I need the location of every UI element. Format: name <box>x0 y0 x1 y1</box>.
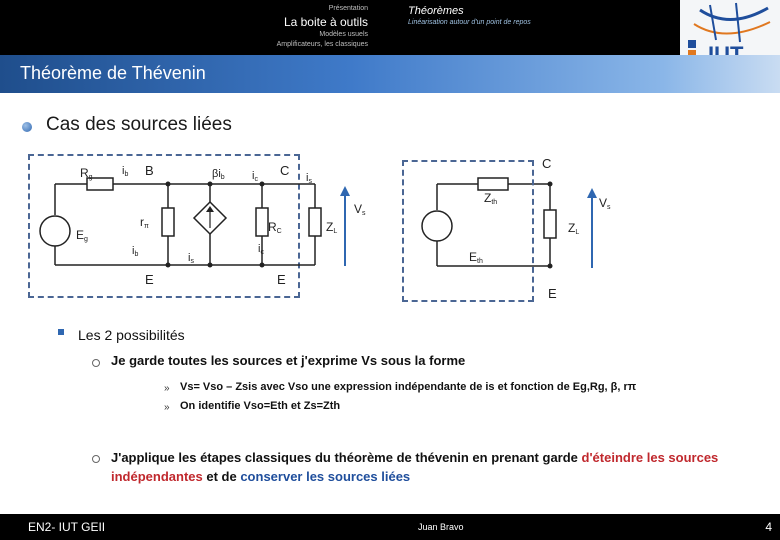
label-is-bot: $i_s$ <box>188 252 194 265</box>
label-vs-left: $V_s$ <box>354 202 366 217</box>
bullet-arrow-icon: » <box>164 383 170 394</box>
text-conserver: conserver les sources liées <box>240 469 411 484</box>
bullet-circle-icon <box>92 455 100 463</box>
line-possibilities: Les 2 possibilités <box>78 327 185 343</box>
label-rc: $R_C$ <box>268 220 282 235</box>
label-e-right: E <box>548 286 557 301</box>
label-rg: $R_g$ <box>80 166 93 181</box>
bullet-square-icon <box>58 329 64 335</box>
text-part1: J'applique les étapes classiques du théorème de thévenin en prenant garde <box>111 450 582 465</box>
label-ib-bot: $i_b$ <box>132 245 139 258</box>
nav-item-modeles[interactable]: Modèles usuels <box>319 31 368 38</box>
nav-item-boite-outils[interactable]: La boite à outils <box>283 15 368 29</box>
label-c-left: C <box>280 163 290 178</box>
slide-subtitle: Cas des sources liées <box>46 114 232 135</box>
line-garde-sources: Je garde toutes les sources et j'exprime Vs sous la forme <box>111 353 466 368</box>
nav-item-theoremes[interactable]: Théorèmes <box>408 5 464 17</box>
label-zth: $Z_{th}$ <box>484 191 498 206</box>
label-rpi: $r_\pi$ <box>140 215 149 230</box>
bullet-arrow-icon: » <box>164 402 170 413</box>
label-ic-top: $i_c$ <box>252 170 258 183</box>
right-circuit-box <box>402 160 534 302</box>
text-part2: et de <box>202 469 241 484</box>
footer-bar <box>0 514 780 540</box>
nav-item-amplificateurs[interactable]: Amplificateurs, les classiques <box>276 41 368 48</box>
label-ib-top: $i_b$ <box>122 165 129 178</box>
label-eth: $E_{th}$ <box>469 250 483 265</box>
label-beta-ib: $\beta i_b$ <box>212 168 225 181</box>
text-eteindre: d'éteindre les sources indépendantes <box>111 450 719 484</box>
label-e-center: E <box>277 272 286 287</box>
nav-item-linearisation[interactable]: Linéarisation autour d'un point de repos <box>408 19 531 26</box>
bullet-circle-icon <box>92 359 100 367</box>
footer-course: EN2- IUT GEII <box>28 520 106 534</box>
label-zl-right: $Z_L$ <box>568 221 580 236</box>
line-identification: On identifie Vso=Eth et Zs=Zth <box>180 400 341 412</box>
slide-title: Théorème de Thévenin <box>20 63 206 83</box>
line-etapes-thevenin <box>111 448 751 486</box>
label-zl-left: $Z_L$ <box>326 220 338 235</box>
label-is-top: $i_s$ <box>306 172 312 185</box>
label-b: B <box>145 163 154 178</box>
footer-author: Juan Bravo <box>418 522 464 532</box>
nav-item-presentation[interactable]: Présentation <box>328 5 368 12</box>
label-c-right: C <box>542 156 552 171</box>
label-eg: $E_g$ <box>76 228 88 243</box>
page-number: 4 <box>765 520 772 534</box>
label-e-left: E <box>145 272 154 287</box>
line-vs-expression: Vs= Vso – Zsis avec Vso une expression indépendante de is et fonction de Eg,Rg, β, rπ <box>180 381 637 393</box>
label-vs-right: $V_s$ <box>599 196 611 211</box>
label-ic-bot: $i_c$ <box>258 243 264 256</box>
